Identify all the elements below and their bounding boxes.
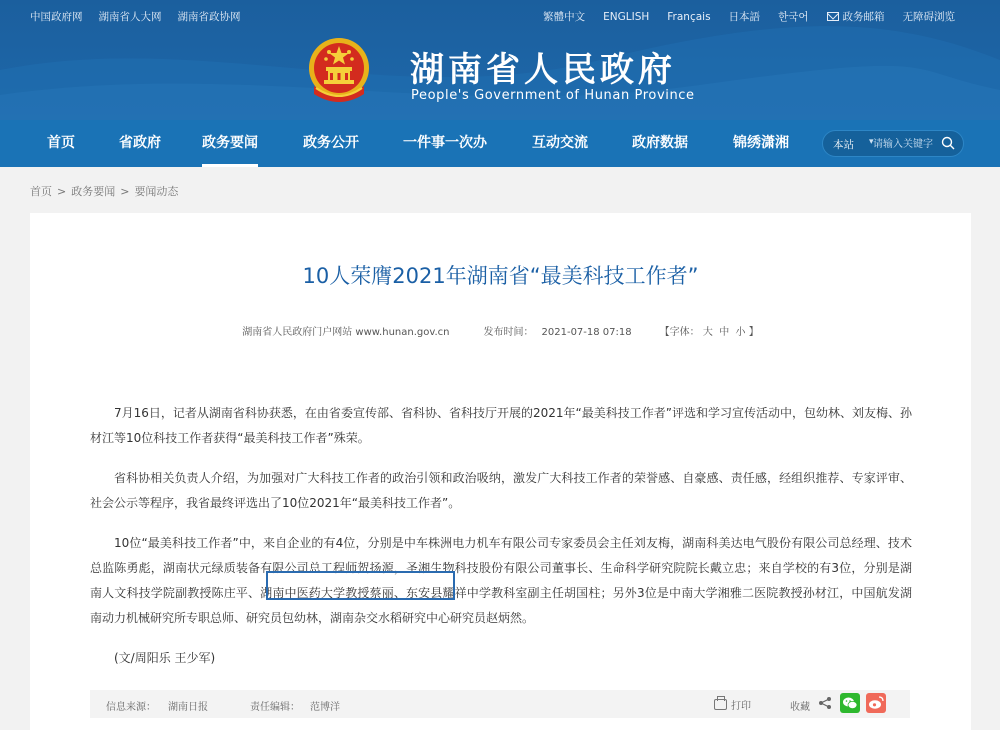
article-info-bar — [90, 690, 910, 718]
gov-mail-label: 政务邮箱 — [842, 11, 885, 23]
top-link-gov[interactable]: 中国政府网 — [30, 11, 83, 23]
site-search — [822, 130, 964, 157]
breadcrumb-home[interactable]: 首页 — [30, 185, 52, 198]
breadcrumb-news-updates[interactable]: 要闻动态 — [134, 185, 179, 198]
article-paragraph: 省科协相关负责人介绍，为加强对广大科技工作者的政治引领和政治吸纳，激发广大科技工作者的荣誉感、自豪感、责任感，经组织推荐、专家评审、社会公示等程序，我省最终评选出了10位2021年“最美科技工作者”。 — [90, 471, 912, 510]
search-scope-caret-icon: ▾ — [869, 137, 874, 147]
font-size-close: 】 — [748, 327, 759, 338]
article-card — [30, 213, 971, 730]
font-size-small[interactable]: 小 — [735, 327, 746, 338]
info-source — [106, 698, 208, 713]
source-label: 信息来源： — [106, 702, 156, 713]
nav-item-one-stop[interactable]: 一件事一次办 — [403, 135, 487, 151]
lang-japanese[interactable]: 日本語 — [728, 11, 761, 23]
top-link-cppcc[interactable]: 湖南省政协网 — [177, 11, 241, 23]
publish-time: 2021-07-18 07:18 — [541, 327, 632, 338]
breadcrumb-news[interactable]: 政务要闻 — [71, 185, 116, 198]
article-paragraph: 10位“最美科技工作者”中，来自企业的有4位，分别是中车株洲电力机车有限公司专家委员会主任刘友梅，湖南科美达电气股份有限公司总经理、技术总监陈勇彪，湖南状元绿质装备有限公司总工程师贺扬源，圣湘生物科技股份有限公司董事长、生命科学研究院院长戴立忠；来自学校的有3位，分别是湖南人文科技学院副教授陈庄平、湖南中医药大学教授蔡丽、东安县耀祥中学教科室副主任胡国柱；另外3位是中南大学湘雅二医院教授孙材江，中国航发湖南动力机械研究所专职总师、研究员包幼林，湖南杂交水稻研究中心研究员赵炳然。 — [90, 536, 912, 625]
top-link-npc[interactable]: 湖南省人大网 — [98, 11, 162, 23]
nav-item-scenic-hunan[interactable]: 锦绣潇湘 — [733, 135, 789, 151]
site-title: 湖南省人民政府 — [410, 50, 676, 90]
favorite-button[interactable]: 收藏 — [790, 702, 810, 713]
lang-english[interactable]: ENGLISH — [603, 10, 650, 23]
editor-value: 范博洋 — [310, 702, 340, 713]
nav-item-interaction[interactable]: 互动交流 — [532, 135, 588, 151]
article-body — [90, 401, 912, 686]
article-title: 10人荣膺2021年湖南省“最美科技工作者” — [302, 264, 699, 288]
language-links — [543, 9, 955, 24]
nav-item-news[interactable]: 政务要闻 — [202, 120, 258, 167]
main-nav — [0, 120, 1000, 167]
article-source: 湖南省人民政府门户网站 www.hunan.gov.cn — [242, 327, 450, 338]
site-subtitle: People's Government of Hunan Province — [411, 88, 695, 103]
nav-item-gov-disclosure[interactable]: 政务公开 — [303, 135, 359, 151]
national-emblem-icon — [306, 36, 372, 106]
print-icon — [714, 699, 727, 710]
breadcrumb — [30, 183, 178, 199]
editor-label: 责任编辑： — [250, 702, 300, 713]
breadcrumb-separator: > — [120, 185, 130, 198]
share-icon[interactable] — [818, 696, 832, 710]
publish-label: 发布时间： — [483, 327, 534, 338]
breadcrumb-separator: > — [57, 185, 67, 198]
wechat-share-icon[interactable] — [840, 693, 860, 713]
article-paragraph: 7月16日，记者从湖南省科协获悉，在由省委宣传部、省科协、省科技厅开展的2021年“最美科技工作者”评选和学习宣传活动中，包幼林、刘友梅、孙材江等10位科技工作者获得“最美科技工作者”殊荣。 — [90, 406, 912, 445]
nav-item-gov-data[interactable]: 政府数据 — [632, 135, 688, 151]
lang-traditional-chinese[interactable]: 繁體中文 — [543, 11, 586, 23]
weibo-share-icon[interactable] — [866, 693, 886, 713]
info-editor — [250, 698, 340, 713]
mail-icon — [827, 12, 839, 21]
lang-korean[interactable]: 한국어 — [778, 11, 809, 23]
accessibility-link[interactable]: 无障碍浏览 — [902, 11, 955, 23]
nav-item-provincial-gov[interactable]: 省政府 — [119, 135, 161, 151]
print-label: 打印 — [731, 701, 751, 712]
print-button[interactable] — [714, 697, 751, 712]
top-links — [30, 9, 241, 24]
site-header — [0, 0, 1000, 120]
font-size-medium[interactable]: 中 — [719, 327, 730, 338]
text-highlight-box — [266, 571, 455, 600]
gov-mail-link[interactable] — [827, 9, 885, 24]
lang-french[interactable]: Français — [667, 10, 711, 23]
search-icon[interactable] — [941, 136, 955, 150]
search-scope-select[interactable]: 本站 — [833, 139, 854, 151]
article-signature: (文/周阳乐 王少军) — [114, 651, 216, 665]
source-value: 湖南日报 — [168, 702, 208, 713]
search-input[interactable] — [873, 135, 941, 153]
font-size-label: 【字体： — [659, 327, 700, 338]
article-meta — [30, 323, 971, 338]
font-size-large[interactable]: 大 — [702, 327, 713, 338]
nav-item-home[interactable]: 首页 — [47, 135, 75, 151]
